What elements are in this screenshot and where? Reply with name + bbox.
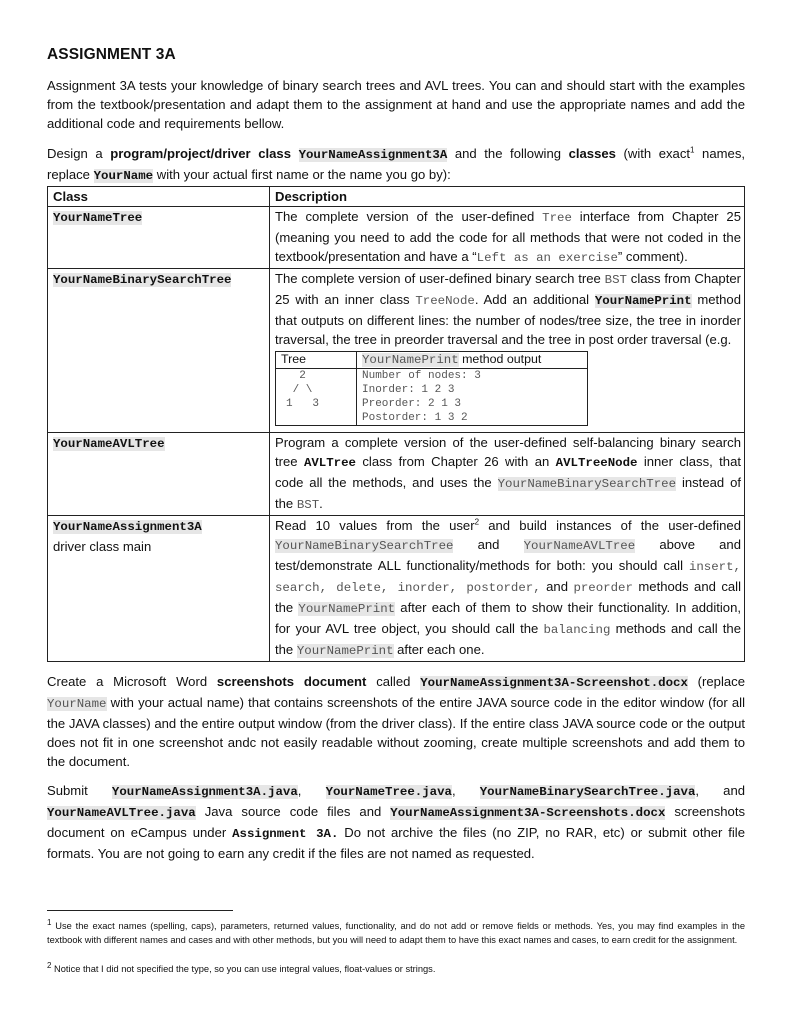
- footnote-2: $^2$ Notice that I did not specified the type, so you can use integral values, float-values or strings.: [47, 960, 436, 974]
- footnote-ref-2: 2: [474, 517, 480, 527]
- example-tree-header: Tree: [276, 352, 357, 369]
- class-description: The complete version of user-defined binary search tree BST class from Chapter 25 with an inner class TreeNode. Add an additional YourNamePrint method that outputs on different lines: the number of nodes/tree size, the tree in inorder traversal, the tree in preorder traversal and the tree in post order traversal (e.g. Tree YourNamePrint method output 2 / \ 1 3 Number of nodes: 3 Inorder: 1 2 3 Preorder: 2 1 3 Postorder: 1 3 2: [270, 269, 745, 433]
- design-paragraph: Design a program/project/driver class YourNameAssignment3A and the following classes (with exact$^1$ names, replace YourName with your actual first name or the name you go by):: [47, 145, 745, 183]
- classes-table: [47, 186, 745, 662]
- submit-paragraph: Submit YourNameAssignment3A.java, YourNameTree.java, YourNameBinarySearchTree.java, and YourNameAVLTree.java Java source code files and YourNameAssignment3A-Screenshots.docx screenshots document on eCampus under Assignment 3A. Do not archive the files (no ZIP, no RAR, etc) or submit other file formats. You are not going to earn any credit if the files are not named as requested.: [47, 782, 746, 861]
- header-description: Description: [270, 187, 745, 207]
- footnote-ref-1: 1: [690, 145, 695, 155]
- class-name: YourNameAVLTree: [53, 436, 165, 451]
- class-name: YourNameTree: [53, 211, 143, 225]
- class-subtitle: driver class main: [53, 538, 152, 554]
- class-name: YourNameBinarySearchTree: [53, 273, 232, 287]
- create-paragraph: Create a Microsoft Word screenshots document called YourNameAssignment3A-Screenshot.docx (replace YourName with your actual name) that contains screenshots of the entire JAVA source code in the editor window (for all the JAVA classes) and the entire output window (from the driver class). If the entire class JAVA source code or the output does not fit in one screenshot andc not easily readable without zooming, create multiple screenshots and add them to the document.: [47, 673, 745, 769]
- intro-paragraph: Assignment 3A tests your knowledge of binary search trees and AVL trees. You can and should start with the examples from the textbook/presentation and adapt them to the assignment at hand and use the appropriate names and add the additional code and requirements bellow.: [47, 78, 745, 131]
- footnote-separator: [47, 910, 233, 911]
- example-tree-diagram: 2 / \ 1 3: [276, 368, 357, 425]
- example-output-table: [275, 351, 588, 426]
- class-description: Program a complete version of the user-defined self-balancing binary search tree AVLTree class from Chapter 26 with an AVLTreeNode inner class, that code all the methods, and uses the YourNameBinarySearchTree instead of the BST.: [270, 432, 745, 515]
- class-description: Read 10 values from the user$^2$ and build instances of the user-defined YourNameBinarySearchTree and YourNameAVLTree above and test/demonstrate ALL functionality/methods for both: you should call insert, search, delete, inorder, postorder, and preorder methods and call the YourNamePrint after each of them to show their functionality. In addition, for your AVL tree object, you should call the balancing methods and call the the YourNamePrint after each one.: [270, 515, 745, 661]
- document-page: [47, 46, 745, 863]
- table-row: [48, 432, 745, 515]
- page-title: ASSIGNMENT 3A: [47, 46, 176, 63]
- example-output-header: YourNamePrint method output: [357, 352, 588, 369]
- table-row: [48, 269, 745, 433]
- footnote-1: $^1$ Use the exact names (spelling, caps), parameters, returned values, functionality, and do not add or remove fields or methods. Yes, you may find examples in the textbook with different names and cases and with other methods, but you will need to adapt them to have this exact names and cases, to earn credit for the assignment.: [47, 917, 745, 945]
- table-row: [48, 515, 745, 661]
- class-description: The complete version of the user-defined Tree interface from Chapter 25 (meaning you need to add the code for all methods that were not coded in the textbook/presentation and have a “Left as an exercise” comment).: [270, 207, 745, 269]
- example-print-output: Number of nodes: 3 Inorder: 1 2 3 Preorder: 2 1 3 Postorder: 1 3 2: [357, 368, 588, 425]
- header-class: Class: [48, 187, 270, 207]
- table-row: [48, 207, 745, 269]
- table-header-row: [48, 187, 745, 207]
- class-name: YourNameAssignment3A: [53, 519, 202, 534]
